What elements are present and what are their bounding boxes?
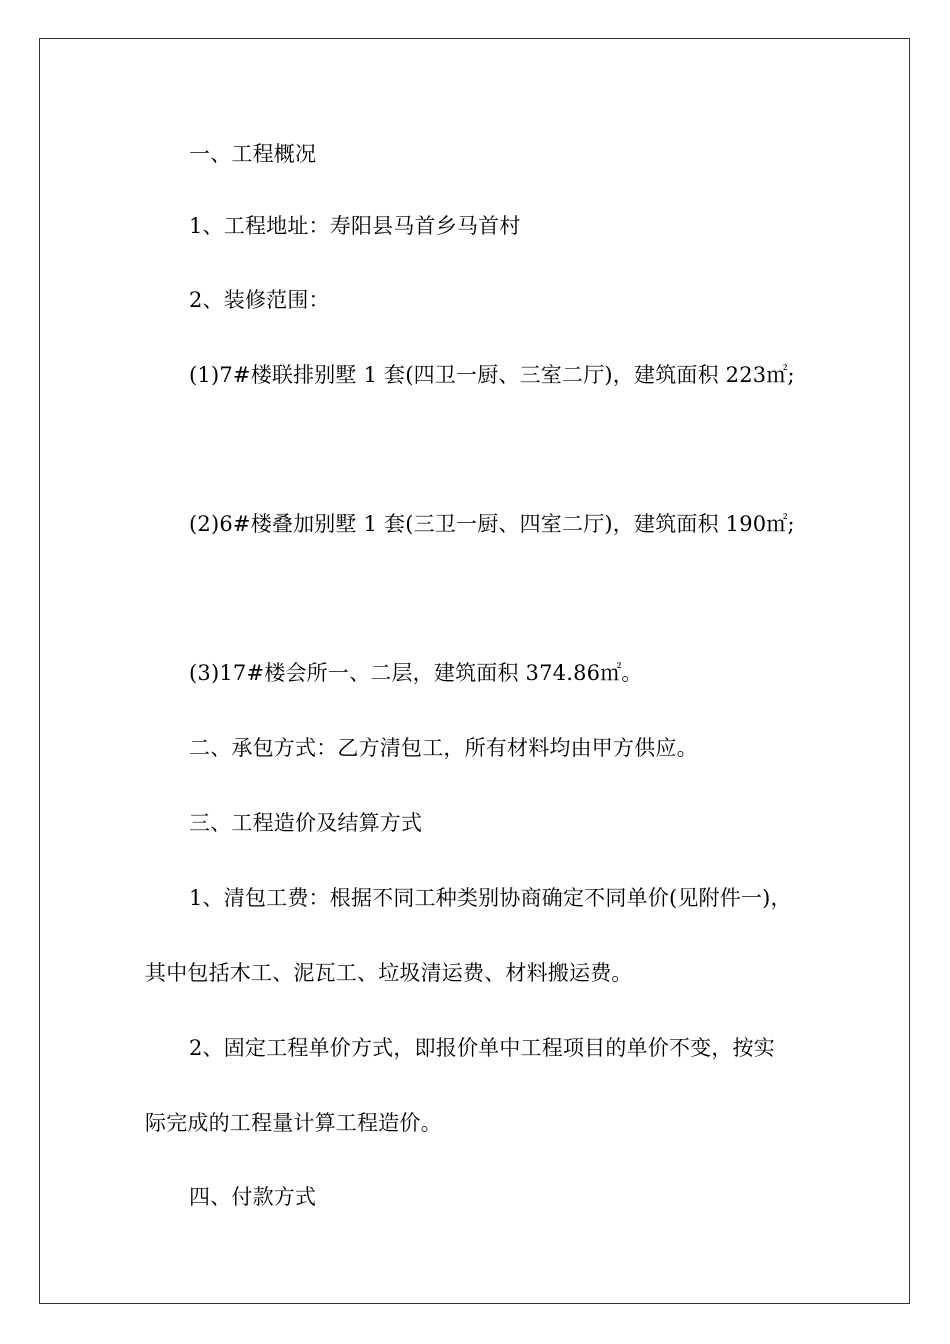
heading-cost-settlement: 三、工程造价及结算方式 — [189, 811, 423, 835]
paragraph-labor-fee-continued: 其中包括木工、泥瓦工、垃圾清运费、材料搬运费。 — [145, 961, 633, 985]
heading-payment-method: 四、付款方式 — [189, 1185, 317, 1209]
list-item-building-6: (2)6#楼叠加别墅 1 套(三卫一厨、四室二厅)，建筑面积 190㎡; — [189, 512, 795, 536]
list-item-building-17: (3)17#楼会所一、二层，建筑面积 374.86㎡。 — [189, 661, 643, 685]
heading-contract-method: 二、承包方式：乙方清包工，所有材料均由甲方供应。 — [189, 736, 698, 760]
heading-project-overview: 一、工程概况 — [189, 142, 317, 166]
paragraph-decoration-scope: 2、装修范围： — [189, 288, 330, 312]
paragraph-project-address: 1、工程地址：寿阳县马首乡马首村 — [189, 214, 521, 238]
paragraph-fixed-unit-price: 2、固定工程单价方式，即报价单中工程项目的单价不变，按实 — [189, 1036, 775, 1060]
paragraph-labor-fee: 1、清包工费：根据不同工种类别协商确定不同单价(见附件一)， — [189, 886, 792, 910]
paragraph-fixed-unit-price-continued: 际完成的工程量计算工程造价。 — [145, 1111, 442, 1135]
list-item-building-7: (1)7#楼联排别墅 1 套(四卫一厨、三室二厅)，建筑面积 223㎡; — [189, 363, 795, 387]
